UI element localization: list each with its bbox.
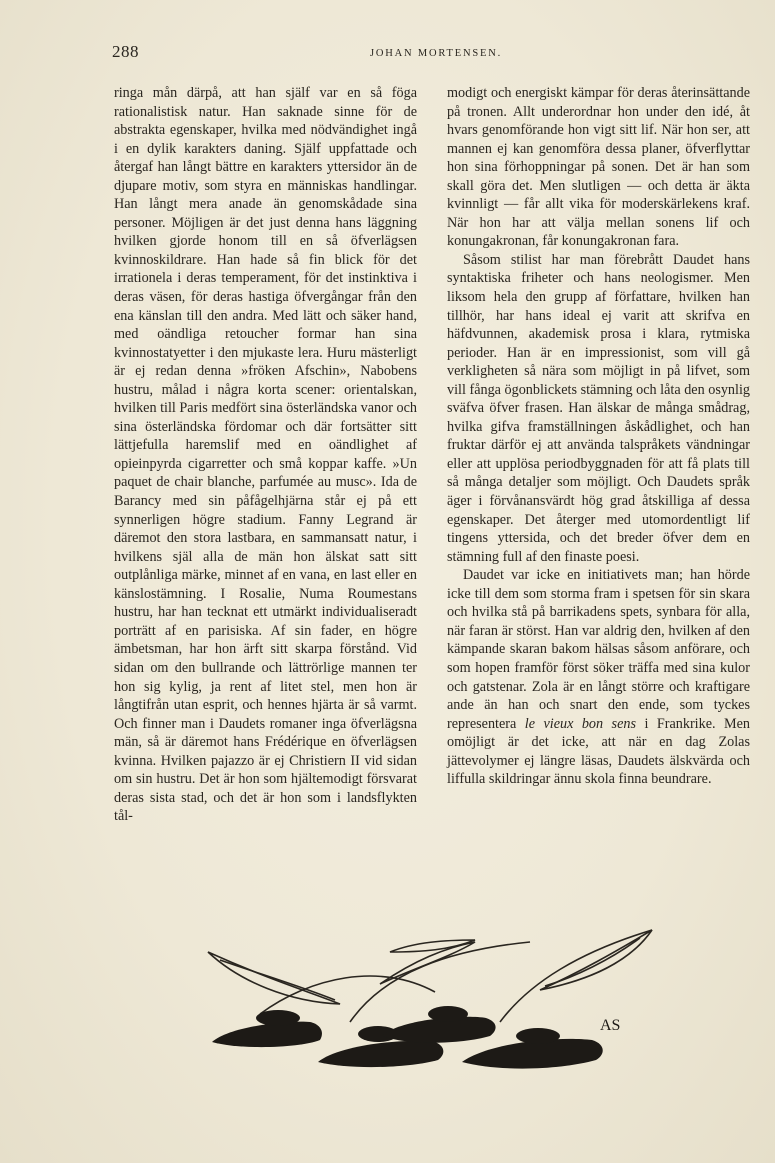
running-title: JOHAN MORTENSEN. [370,48,503,59]
feather-quills-icon [208,930,652,1022]
inkwells-icon [212,1006,603,1069]
monogram: AS [600,1017,621,1034]
page-number: 288 [112,42,139,61]
right-paragraph-2: Såsom stilist har man förebrått Daudet hans syntaktiska friheter och hans neologismer. Men liksom hela den grupp af författare, hvilken han tillhör, har hans ideal ej varit att skrifva en häfdvunnen, akademisk prosa i klara, rytmiska perioder. Han är en impressionist, som vill gå verkligheten så nära som möjligt in på lifvet, som vill fånga ögonblickets stämning och låta den osynlig sväfva öfver frasen. Han älskar de många smådrag, hvilka gifva framställningen åskådlighet, och han fruktar därför ej att använda talspråkets vändningar eller att upplösa periodbyggnaden för att få plats till så många detaljer som möjligt. Och Daudets språk äger i förvånansvärdt hög grad åtskilliga af dessa egenskaper. Det återger med utomordentligt lif tingens yttersida, och det breder öfver dem en stämning full af den finaste poesi. [447,251,751,565]
page-header [112,42,752,66]
left-paragraph-1: ringa mån därpå, att han själf var en så föga rationalistisk natur. Han saknade sinne för de abstrakta egenskaper, hvilka med nödvändighet ingå i en dylik karakters daning. Själf uppfattade och återgaf han långt bättre en karakters yttersidor än de djupare motiv, som styra en människas handlingar. Han långt mera anade än genomskådade sina personer. Möjligen är det just denna hans läggning hvilken gjorde honom till en så öfverlägsen kvinnoskildrare. Han hade så fin blick för det irrationela i deras temperament, för det instinktiva i deras väsen, för deras hastiga öfvergångar från den ena känslan till den andra. Med lätt och säker hand, med oändliga retoucher formar han sina kvinnostatyetter i den mjukaste lera. Huru mästerligt är ej redan denna »fröken Afschin», Nabobens hustru, målad i några korta scener: orientalskan, hvilken till Paris medfört sina österländska vanor och sina österländska fördomar och där fortsätter sitt lättjefulla haremslif med en oändlighet af opieinpyrda cigarretter och små koppar kaffe. »Un paquet de chair blanche, parfumée au musc». Ida de Barancy med sin påfågelhjärna står ej på ett synnerligen högre stadium. Fanny Legrand är däremot den stora lastbara, en sammansatt natur, i hvilkens själ alla de män hon älskat satt sitt outplånliga märke, minnet af en vana, en last eller en känslostämning. I Rosalie, Numa Roumestans hustru, har han tecknat ett utmärkt individualiseradt porträtt af en parisiska. Af sin fader, en högre ämbetsman, har hon ärft sitt skarpa förstånd. Vid sidan om den bullrande och lättrörlige mannen ter hon sig kylig, ja rent af litet stel, men hon är långtifrån utan esprit, och hennes hjärta är så varmt. Och finner man i Daudets romaner inga öfverlägsna män, så är däremot hans Frédérique en öfverlägsen kvinna. Hvilken pajazzo är ej Christiern II vid sidan om sin hustru. Det är hon som hjältemodigt försvarat deras sista stad, och det är hon som i landsflykten tål- [114,85,417,825]
paragraph-3-text-b: i Frankrike. Men omöjligt är det icke, att när en dag Zolas jättevolymer ej längre läsas, Daudets älskvärda och liffulla skildringar ännu skola finna beundrare. [447,715,750,788]
right-paragraph-1: modigt och energiskt kämpar för deras återinsättande på tronen. Allt underordnar hon under den idé, åt hvars genomförande hon vigt sitt lif. När hon ser, att mannen ej kan genomföra dessa planer, öfverflyttar hon sina förhoppningar på sonen. Det är han som skall göra det. Men slutligen — och detta är äkta kvinnligt — får allt vika för moderskärlekens kraf. När hon har att välja mellan sonens lif och konungakronan, får konungakronan fara. [447,85,750,250]
right-column [447,84,750,789]
inkwell-feather-vignette [200,922,660,1082]
paragraph-3-text-a: Daudet var icke en initiativets man; han hörde icke till dem som storma fram i spetsen för sin skara och hvilka stå på barrikadens spets, synbara för alla, när faran är störst. Han var aldrig den, hvilken af den kämpande skaran bakom hälsas såsom anförare, och som hopen framför först söker träffa med sina kulor och gatstenar. Zola är en långt större och kraftigare ande än han och snart den ende, som tyckes representera [447,567,750,732]
right-paragraph-3 [447,566,750,789]
italic-phrase: le vieux bon sens [524,715,636,732]
left-column [114,84,417,826]
